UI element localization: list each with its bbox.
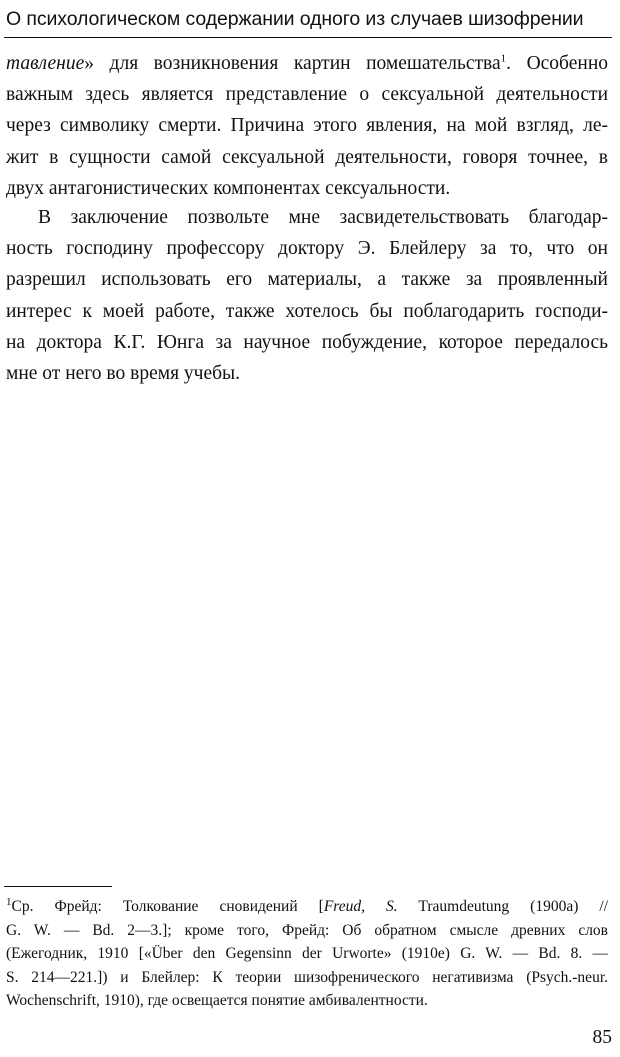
paragraph-1-line-5: двух антагонистических компонентах сексуальности.: [6, 177, 451, 199]
footnote-line-4: S. 214—221.]) и Блейлер: К теории шизофренического негативизма (Psych.-neur.: [6, 968, 608, 986]
footnote-line-2: G. W. — Bd. 2—3.]; кроме того, Фрейд: Об обратном смысле древних слов: [6, 921, 608, 939]
paragraph-2-line-6: мне от него во время учебы.: [6, 363, 241, 385]
footnote: [6, 895, 608, 1013]
paragraph-2-line-4: интерес к моей работе, также хотелось бы поблагодарить господи-: [6, 300, 608, 322]
paragraph-1-line-1: [6, 48, 608, 79]
paragraph-1: [6, 48, 608, 204]
footnote-text: Traumdeutung (1900a) //: [397, 898, 608, 915]
footnote-text: Ср. Фрейд: Толкование сновидений [: [11, 898, 324, 915]
paragraph-1-line-4: жит в сущности самой сексуальной деятельности, говоря точнее, в: [6, 146, 608, 168]
paragraph-2-line-2: ность господину профессору доктору Э. Блейлеру за то, что он: [6, 238, 608, 260]
paragraph-2-line-3: разрешил использовать его материалы, а также за проявленный: [6, 269, 608, 291]
footnote-line-1: [6, 895, 608, 919]
footnote-rule: [4, 886, 112, 887]
paragraph-2-line-5: на доктора К.Г. Юнга за научное побуждение, которое передалось: [6, 331, 608, 353]
footnote-reference[interactable]: 1: [500, 52, 507, 65]
italic-word: тавление: [6, 53, 85, 74]
footnote-line-5: Wochenschrift, 1910), где освещается понятие амбивалентности.: [6, 992, 428, 1010]
line-text: . Особенно: [506, 53, 608, 74]
line-text: » для возникновения картин помешательства: [84, 53, 501, 74]
paragraph-1-line-3: через символику смерти. Причина этого явления, на мой взгляд, ле-: [6, 115, 608, 137]
paragraph-1-line-2: важным здесь является представление о сексуальной деятельности: [6, 84, 608, 106]
paragraph-2-line-1: В заключение позвольте мне засвидетельствовать благодар-: [38, 207, 608, 228]
footnote-line-3: (Ежегодник, 1910 [«Über den Gegensinn der Urworte» (1910e) G. W. — Bd. 8. —: [6, 945, 608, 963]
footnote-marker: 1: [6, 895, 12, 908]
footnote-author: Freud, S.: [323, 898, 398, 915]
paragraph-2: [6, 202, 608, 389]
running-head: О психологическом содержании одного из случаев шизофрении: [6, 8, 584, 30]
header-rule: [4, 37, 612, 38]
page-number: 85: [592, 1027, 612, 1048]
